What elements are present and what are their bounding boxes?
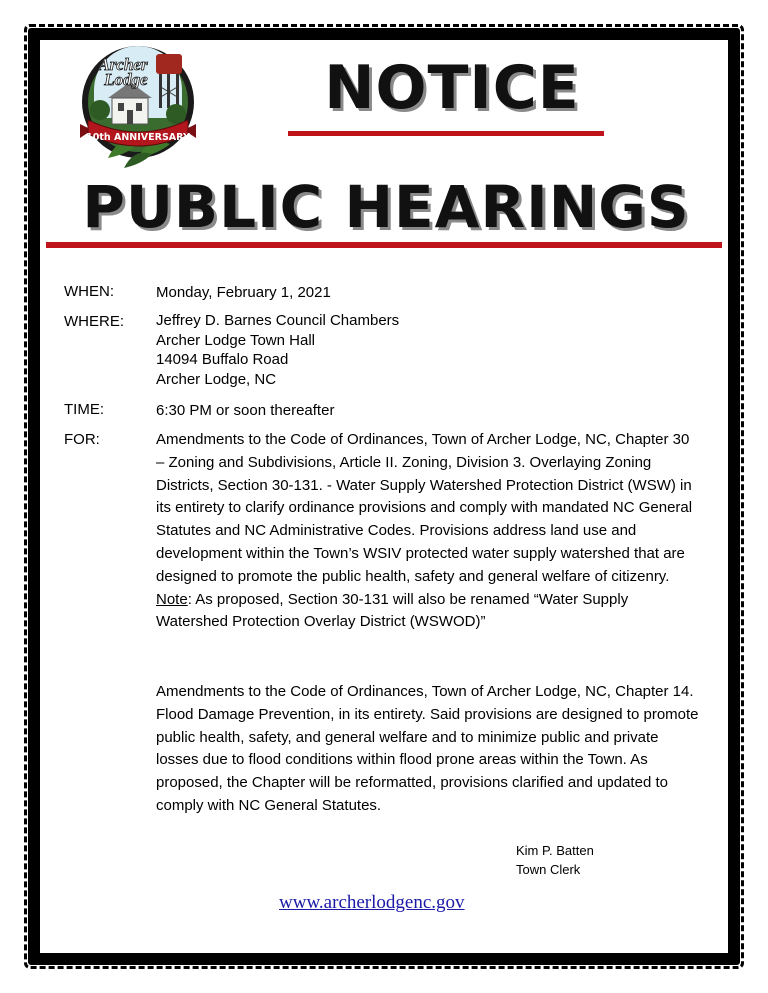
where-label: WHERE: (64, 313, 124, 330)
logo-ribbon-text: 10th ANNIVERSARY (86, 132, 190, 143)
where-address (156, 311, 399, 389)
clerk-title: Town Clerk (516, 862, 581, 877)
heading-rule-long (46, 242, 722, 248)
where-line: Archer Lodge, NC (156, 370, 277, 388)
town-logo (78, 40, 212, 182)
logo-text-line1: Archer (98, 55, 148, 74)
where-line: Archer Lodge Town Hall (156, 331, 315, 349)
note-label: Note (156, 590, 188, 608)
for-label: FOR: (64, 431, 100, 448)
when-label: WHEN: (64, 283, 114, 300)
where-line: 14094 Buffalo Road (156, 351, 289, 368)
public-hearings-heading: PUBLIC HEARINGS (82, 173, 690, 241)
amendment-paragraph-2: Amendments to the Code of Ordinances, Town of Archer Lodge, NC, Chapter 14. Flood Damage Prevention, in its entirety. Said provisions are designed to promote public health, safety, and general welfare and to minimize public and private losses due to flood conditions within flood prone areas within the Town. As proposed, the Chapter will be reformatted, provisions clarified and updated to comply with NC General Statutes. (156, 683, 699, 814)
when-value: Monday, February 1, 2021 (156, 284, 331, 301)
signature-block (516, 841, 594, 879)
note-text: : As proposed, Section 30-131 will also be renamed “Water Supply Watershed Protection Overlay District (WSWOD)” (156, 590, 629, 631)
time-label: TIME: (64, 401, 104, 418)
amendment-paragraph-1 (156, 429, 701, 634)
clerk-name: Kim P. Batten (516, 843, 594, 858)
heading-rule-short (288, 131, 604, 136)
time-value: 6:30 PM or soon thereafter (156, 402, 335, 419)
website-link[interactable]: www.archerlodgenc.gov (279, 892, 465, 913)
paragraph-1-text: Amendments to the Code of Ordinances, Town of Archer Lodge, NC, Chapter 30 – Zoning and Subdivisions, Article II. Zoning, Division 3. Overlaying Zoning Districts, Section 30-131. - Water Supply Watershed Protection District (WSW) in its entirety to clarify ordinance provisions and comply with mandated NC General Statutes and NC Administrative Codes. Provisions address land use and development within the Town’s WSIV protected water supply watershed that are designed to promote the public health, safety and general welfare of citizenry. (156, 431, 693, 585)
notice-heading: NOTICE (324, 53, 580, 123)
where-line: Jeffrey D. Barnes Council Chambers (156, 312, 400, 329)
logo-text-line2: Lodge (104, 70, 148, 89)
